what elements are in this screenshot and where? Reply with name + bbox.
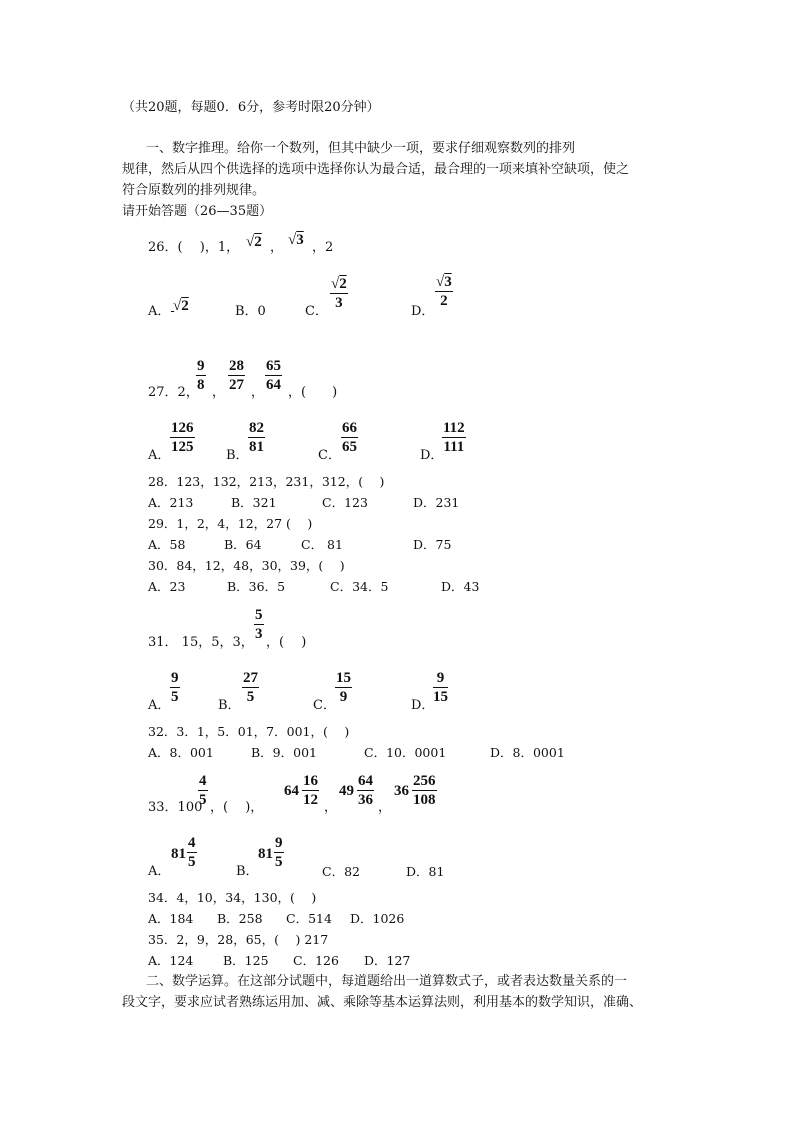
q27-option-a-fraction: 126 125 (171, 420, 194, 455)
q28-stem: 28．123，132，213，231，312，( ) (148, 474, 385, 489)
q30-stem: 30．84，12，48，30，39，( ) (148, 558, 345, 573)
header-note: （共20题，每题0．6分，参考时限20分钟） (122, 100, 380, 115)
q27-comma-1: ， (212, 385, 226, 400)
q30-option-a: A．23 (148, 579, 186, 594)
q33-option-d: D．81 (406, 864, 445, 879)
q29-option-a: A．58 (148, 537, 186, 552)
q31-stem-b: ，( ) (266, 635, 307, 650)
q28-option-d: D．231 (413, 495, 460, 510)
section2-line1: 二、数学运算。在这部分试题中，每道题给出一道算数式子，或者表达数量关系的一 (146, 974, 628, 989)
q31-option-c-fraction: 15 9 (336, 670, 351, 705)
q34-option-a: A．184 (148, 911, 194, 926)
q35-option-b: B．125 (223, 953, 269, 968)
q27-stem-b: ，( ) (288, 385, 338, 400)
q26-stem-a: 26．( )，1， (148, 240, 240, 255)
q28-option-a: A．213 (148, 495, 194, 510)
q33-comma-1: ， (324, 800, 338, 815)
q27-option-d-fraction: 112 111 (443, 420, 465, 455)
q33-option-a-whole: 81 (171, 846, 186, 862)
q27-stem-a: 27．2， (148, 385, 199, 400)
q34-option-d: D．1026 (350, 911, 405, 926)
q31-option-d: D． (411, 698, 435, 713)
q32-option-b: B．9．001 (251, 745, 317, 760)
q33-option-b: B． (236, 864, 259, 879)
q27-fraction-2: 28 27 (229, 358, 244, 393)
q26-radical-2: √3 (288, 232, 304, 248)
q33-fraction-1: 16 12 (303, 773, 318, 808)
q31-option-d-fraction: 9 15 (433, 670, 448, 705)
q26-option-b: B．0 (235, 304, 266, 319)
q33-stem-a: 33．100 (148, 800, 203, 815)
q30-option-d: D．43 (441, 579, 480, 594)
q26-option-a-radical: √2 (173, 298, 189, 314)
q32-option-a: A．8．001 (148, 745, 214, 760)
q33-option-a-fraction: 4 5 (188, 835, 196, 870)
q34-option-b: B．258 (217, 911, 263, 926)
q33-fraction-0: 4 5 (199, 773, 207, 808)
q31-option-a-fraction: 9 5 (171, 670, 179, 705)
q26-sep: ， (270, 240, 284, 255)
q35-option-c: C．126 (293, 953, 339, 968)
q29-option-c: C． 81 (301, 537, 343, 552)
q29-option-b: B．64 (224, 537, 262, 552)
q27-fraction-1: 9 8 (197, 358, 205, 393)
q33-option-c: C．82 (322, 864, 360, 879)
q33-comma-2: ， (378, 800, 392, 815)
q33-whole-1: 64 (284, 783, 299, 799)
q32-stem: 32．3．1，5．01，7．001，( ) (148, 724, 350, 739)
q26-option-a: A．- (148, 304, 175, 319)
q33-option-b-fraction: 9 5 (275, 835, 283, 870)
q30-option-c: C．34．5 (330, 579, 389, 594)
q31-stem-a: 31． 15，5，3， (148, 635, 254, 650)
q28-option-c: C．123 (322, 495, 368, 510)
q26-stem-b: ，2 (312, 240, 334, 255)
q31-option-b-fraction: 27 5 (243, 670, 258, 705)
q27-option-b-fraction: 82 81 (249, 420, 264, 455)
q33-fraction-3: 256 108 (413, 773, 436, 808)
q35-option-d: D．127 (364, 953, 411, 968)
q26-radical-1: √2 (246, 234, 262, 250)
q30-option-b: B．36．5 (227, 579, 286, 594)
q29-stem: 29．1，2，4，12，27 ( ) (148, 516, 313, 531)
q31-option-a: A． (148, 698, 171, 713)
q26-option-c-fraction: √2 3 (331, 276, 347, 311)
q27-option-c: C． (318, 448, 341, 463)
q33-fraction-2: 64 36 (358, 773, 373, 808)
q27-option-c-fraction: 66 65 (342, 420, 357, 455)
section1-line2: 规律，然后从四个供选择的选项中选择你认为最合适，最合理的一项来填补空缺项，使之 (122, 162, 630, 177)
q26-option-d: D． (411, 304, 435, 319)
q26-option-d-fraction: √3 2 (436, 274, 452, 309)
q29-option-d: D．75 (413, 537, 452, 552)
q35-stem: 35．2，9，28，65，( ) 217 (148, 932, 329, 947)
q32-option-c: C．10．0001 (364, 745, 447, 760)
q35-option-a: A．124 (148, 953, 194, 968)
q34-stem: 34．4，10，34，130，( ) (148, 890, 317, 905)
q31-option-b: B． (218, 698, 241, 713)
q31-option-c: C． (313, 698, 336, 713)
q32-option-d: D．8．0001 (490, 745, 565, 760)
q33-whole-3: 36 (394, 783, 409, 799)
section1-line1: 一、数字推理。给你一个数列，但其中缺少一项，要求仔细观察数列的排列 (146, 141, 576, 156)
q28-option-b: B．321 (231, 495, 277, 510)
q33-option-b-whole: 81 (258, 846, 273, 862)
q27-fraction-3: 65 64 (266, 358, 281, 393)
q33-stem-b: ，( )， (210, 800, 264, 815)
q27-option-b: B． (226, 448, 249, 463)
q26-option-c: C． (305, 304, 328, 319)
q34-option-c: C．514 (286, 911, 332, 926)
section2-line2: 段文字，要求应试者熟练运用加、减、乘除等基本运算法则，利用基本的数学知识，准确、 (122, 995, 643, 1010)
q31-fraction: 5 3 (255, 607, 263, 642)
section1-start: 请开始答题（26—35题） (122, 204, 273, 219)
q27-option-d: D． (420, 448, 444, 463)
q27-option-a: A． (148, 448, 171, 463)
q33-option-a: A． (148, 864, 171, 879)
section1-line3: 符合原数列的排列规律。 (122, 183, 266, 198)
q27-comma-2: ， (251, 385, 265, 400)
q33-whole-2: 49 (339, 783, 354, 799)
